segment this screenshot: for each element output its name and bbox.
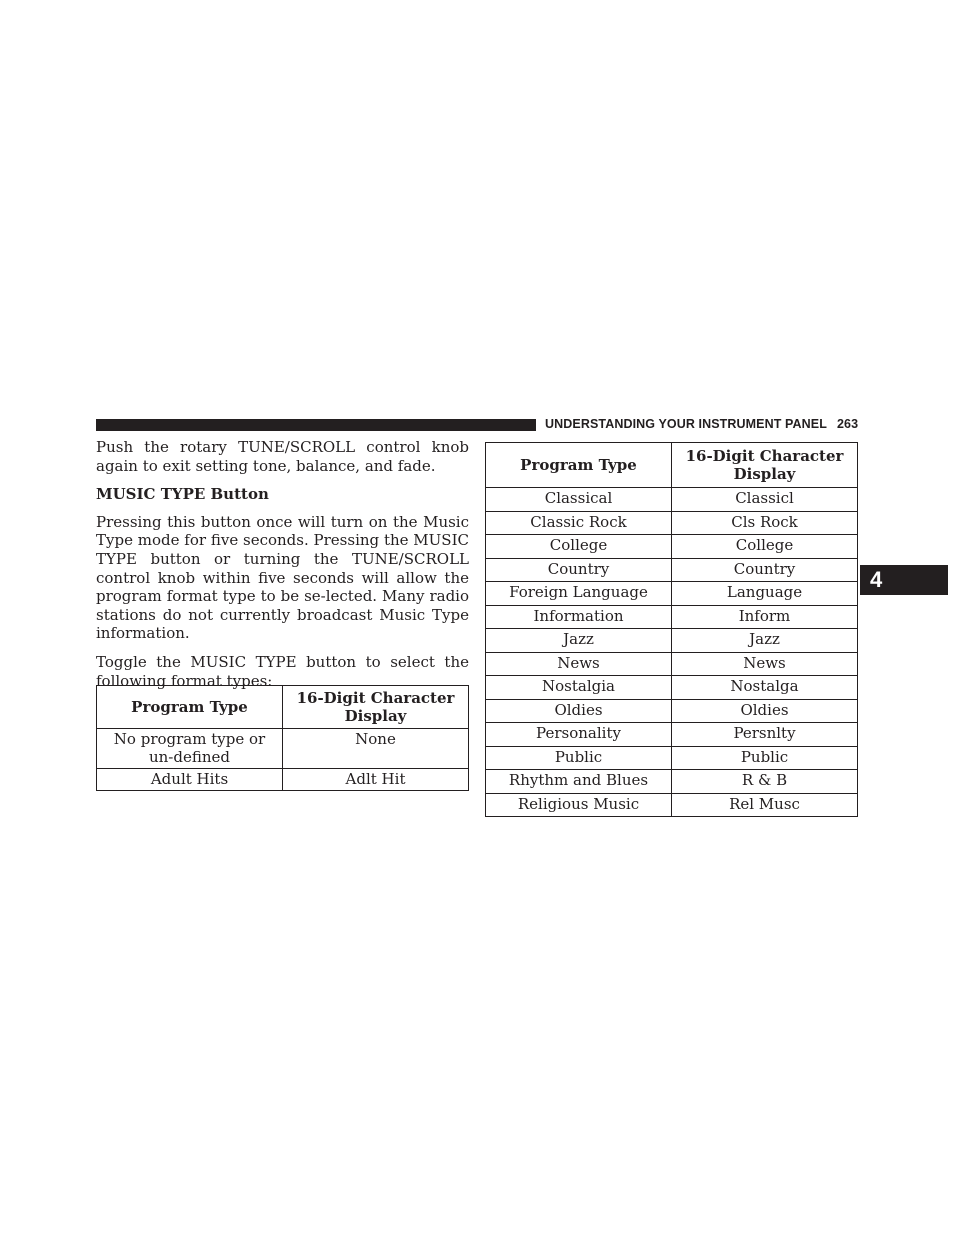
table-row bbox=[486, 723, 858, 747]
program-type-table-1 bbox=[96, 685, 469, 791]
music-type-paragraph: Pressing this button once will turn on the Music Type mode for five seconds. Pressing the MUSIC TYPE button or turning the TUNE/SCROLL control knob within five seconds will allow the program format type to be se-lected. Many radio stations do not currently broadcast Music Type information. bbox=[96, 512, 469, 643]
left-column bbox=[96, 438, 469, 700]
program-type-cell: No program type or un-defined bbox=[97, 729, 283, 769]
section-title: UNDERSTANDING YOUR INSTRUMENT PANEL bbox=[545, 417, 827, 431]
table-row bbox=[486, 511, 858, 535]
header-rule bbox=[96, 419, 536, 431]
program-type-cell: Classic Rock bbox=[486, 511, 672, 535]
table-row bbox=[486, 652, 858, 676]
table-row bbox=[486, 770, 858, 794]
table-row bbox=[486, 676, 858, 700]
intro-paragraph: Push the rotary TUNE/SCROLL control knob again to exit setting tone, balance, and fade. bbox=[96, 438, 469, 475]
display-cell: Jazz bbox=[672, 629, 858, 653]
display-cell: Public bbox=[672, 746, 858, 770]
table-header-row bbox=[97, 686, 469, 729]
program-type-cell: Nostalgia bbox=[486, 676, 672, 700]
program-type-cell: Religious Music bbox=[486, 793, 672, 817]
column-header-display: 16-Digit Character Display bbox=[283, 686, 469, 729]
toggle-paragraph: Toggle the MUSIC TYPE button to select the following format types: bbox=[96, 652, 469, 690]
program-type-cell: Oldies bbox=[486, 699, 672, 723]
column-header-program-type: Program Type bbox=[486, 443, 672, 488]
program-type-cell: College bbox=[486, 535, 672, 559]
table-row bbox=[486, 699, 858, 723]
program-type-cell: Adult Hits bbox=[97, 769, 283, 791]
display-cell: Classicl bbox=[672, 488, 858, 512]
display-cell: Cls Rock bbox=[672, 511, 858, 535]
program-type-cell: News bbox=[486, 652, 672, 676]
display-cell: Oldies bbox=[672, 699, 858, 723]
page-number: 263 bbox=[836, 417, 859, 431]
program-type-cell: Personality bbox=[486, 723, 672, 747]
program-type-cell: Country bbox=[486, 558, 672, 582]
program-type-cell: Public bbox=[486, 746, 672, 770]
display-cell: News bbox=[672, 652, 858, 676]
display-cell: College bbox=[672, 535, 858, 559]
display-cell: Country bbox=[672, 558, 858, 582]
column-header-display: 16-Digit Character Display bbox=[672, 443, 858, 488]
display-cell: Nostalga bbox=[672, 676, 858, 700]
table-row bbox=[486, 558, 858, 582]
running-header bbox=[545, 417, 858, 431]
table-row bbox=[486, 793, 858, 817]
table-row bbox=[486, 629, 858, 653]
chapter-tab: 4 bbox=[860, 565, 948, 595]
display-cell: Rel Musc bbox=[672, 793, 858, 817]
program-type-cell: Information bbox=[486, 605, 672, 629]
display-cell: Language bbox=[672, 582, 858, 606]
music-type-heading: MUSIC TYPE Button bbox=[96, 485, 269, 504]
table-row bbox=[97, 729, 469, 769]
program-type-cell: Jazz bbox=[486, 629, 672, 653]
program-type-cell: Foreign Language bbox=[486, 582, 672, 606]
table-row bbox=[97, 769, 469, 791]
column-header-program-type: Program Type bbox=[97, 686, 283, 729]
table-header-row bbox=[486, 443, 858, 488]
table-row bbox=[486, 746, 858, 770]
table-row bbox=[486, 535, 858, 559]
display-cell: R & B bbox=[672, 770, 858, 794]
display-cell: Inform bbox=[672, 605, 858, 629]
display-cell: Persnlty bbox=[672, 723, 858, 747]
display-cell: Adlt Hit bbox=[283, 769, 469, 791]
program-type-table-2 bbox=[485, 442, 858, 817]
display-cell: None bbox=[283, 729, 469, 769]
table-row bbox=[486, 582, 858, 606]
table-row bbox=[486, 488, 858, 512]
program-type-cell: Rhythm and Blues bbox=[486, 770, 672, 794]
program-type-cell: Classical bbox=[486, 488, 672, 512]
table-row bbox=[486, 605, 858, 629]
